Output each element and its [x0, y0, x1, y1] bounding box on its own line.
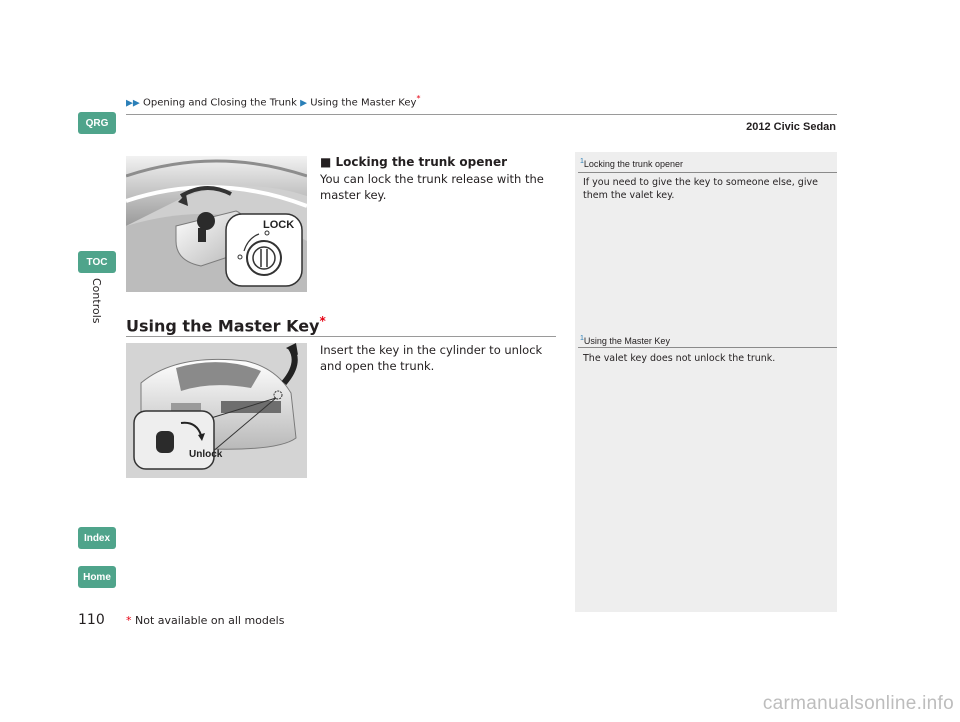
asterisk-mark: * — [319, 314, 326, 328]
qrg-tab[interactable]: QRG — [78, 112, 116, 134]
index-tab[interactable]: Index — [78, 527, 116, 549]
note-number: 1 — [580, 335, 584, 342]
breadcrumb — [126, 94, 420, 108]
note-number: 1 — [580, 158, 584, 165]
trunk-lock-drawing — [126, 156, 307, 292]
watermark: carmanualsonline.info — [762, 693, 954, 714]
section-heading-text: Using the Master Key — [126, 316, 320, 336]
notes-panel — [575, 152, 837, 612]
unlock-label: Unlock — [189, 449, 223, 460]
footnote-text: Not available on all models — [135, 614, 285, 627]
heading-bullet: ■ — [320, 155, 332, 169]
lock-label: LOCK — [263, 219, 295, 231]
car-rear-drawing — [126, 343, 307, 478]
asterisk-mark: * — [416, 94, 421, 103]
breadcrumb-item-trunk[interactable]: Opening and Closing the Trunk — [143, 97, 297, 109]
note-rule — [578, 347, 837, 348]
section-label: Controls — [90, 278, 103, 324]
asterisk-mark: * — [126, 614, 132, 627]
breadcrumb-arrow-icon: ▶ — [300, 98, 308, 109]
note-body: The valet key does not unlock the trunk. — [583, 353, 776, 364]
trunk-lock-illustration — [126, 156, 307, 292]
section-heading — [126, 314, 326, 335]
trunk-unlock-illustration — [126, 343, 307, 478]
model-title: 2012 Civic Sedan — [746, 121, 836, 133]
section-rule — [126, 336, 556, 337]
note-title-text: Using the Master Key — [583, 336, 670, 346]
header-rule — [126, 114, 837, 115]
note-body: If you need to give the key to someone else, give them the valet key. — [583, 177, 818, 201]
note-rule — [578, 172, 837, 173]
home-tab[interactable]: Home — [78, 566, 116, 588]
page-number: 110 — [78, 612, 105, 628]
note-title — [580, 158, 683, 169]
note-title-text: Locking the trunk opener — [583, 159, 683, 169]
footnote — [126, 614, 284, 627]
locking-heading-text: Locking the trunk opener — [335, 155, 508, 169]
note-title — [580, 335, 670, 346]
locking-heading — [320, 155, 507, 169]
toc-tab[interactable]: TOC — [78, 251, 116, 273]
locking-text: You can lock the trunk release with the master key. — [320, 172, 544, 202]
breadcrumb-arrow-icon: ▶▶ — [126, 98, 140, 109]
breadcrumb-item-master-key[interactable]: Using the Master Key — [310, 97, 417, 109]
master-key-text: Insert the key in the cylinder to unlock and open the trunk. — [320, 343, 543, 373]
